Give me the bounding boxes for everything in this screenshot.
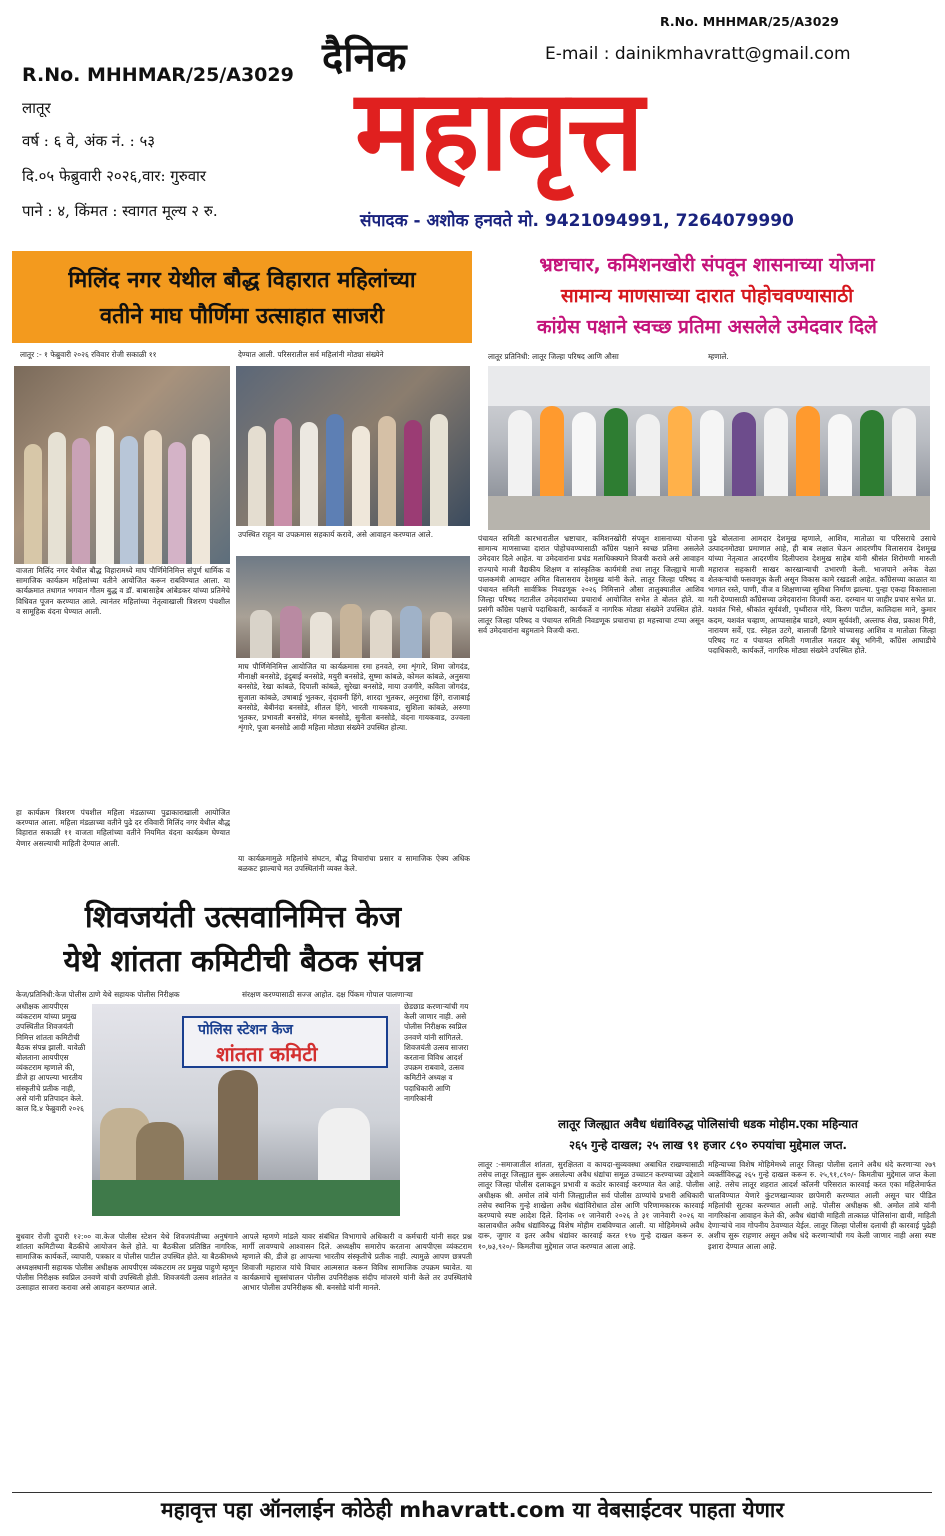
story3-col-left: अधीक्षक आयपीएस व्यंकटराम यांच्या प्रमुख उपस्थितीत शिवजयंती निमित्त शांतता कमिटीची बैठक संपन्न झाली. यावेळी बोलताना आयपीएस व्यंकटराम म्हणाले की, डीजे हा आपल्या भारतीय संस्कृतीचे प्रतीक नाही, असे यांनी प्रतिपादन केले. काल दि.४ फेब्रुवारी २०२६	[16, 1002, 86, 1114]
story4-headline	[480, 1114, 936, 1158]
story3-body-right: आपले म्हणणे मांडले यावर संबंधित विभागाचे अधिकारी व कर्मचारी यांनी सदर प्रश्न मार्गी लावण्याचे आश्वासन दिले. अध्यक्षीय समारोप करताना आयपीएस व्यंकटराम म्हणाले की, डीजे हा आपल्या भारतीय संस्कृतीचे प्रतीक नाही. त्यामुळे आपण छत्रपती शिवाजी महाराज यांचे विचार आत्मसात करून विविध सामाजिक उपक्रम घ्यावेत. या कार्यक्रमाचे सूत्रसंचालन पोलीस उपनिरीक्षक संदीप मांजरमे यांनी केले तर उपस्थितांचे आभार पोलीस उपनिरीक्षक श्री. बनसोडे यांनी मानले.	[242, 1232, 472, 1293]
story2-headline-line2: सामान्य माणसाच्या दारात पोहोचवण्यासाठी	[560, 285, 854, 307]
story2-col2: पुढे बोलताना आमदार देशमुख म्हणाले, आशिव, मातोळा या परिसराचे उसाचे उत्पादनमोठ्या प्रमाणात आहे, ही बाब लक्षात घेऊन आदरणीय विलासराव देशमुख यांच्या नेतृत्वात आदरणीय दिलीपराव देशमुख साहेब यांनी श्रीसंत शिरोमणी मारुती महाराज सहकारी साखर कारखान्याची उभारणी केली. भाजपाने अनेक वेळा शेतकऱ्यांची फसवणूक केली असून विकास कामे रखडली आहेत. काँग्रेसच्या काळात या भागात रस्ते, पाणी, वीज व शिक्षणाच्या सुविधा निर्माण झाल्या. पुन्हा एकदा विकासाला गती देण्यासाठी काँग्रेसच्या उमेदवारांना विजयी करा. दरम्यान या जाहीर प्रचार सभेत प्रा. यशवंत भिसे, श्रीकांत सूर्यवंशी, पृथ्वीराज गोरे, किरण पाटील, कालिदास माने, कुमार कदम, यशवंत चव्हाण, आप्पासाहेब घाडगे, श्याम सूर्यवंशी, अल्ताफ शेख, प्रकाश गिरी, नारायण सर्वे, एड. स्नेहल उटगे, बालाजी ढिगारे यांच्यासह आशिव व मातोळा जिल्हा परिषद गट व पंचायत समिती गणातील मतदार बंधू भगिनी, काँग्रेस आघाडीचे पदाधिकारी, कार्यकर्ते, नागरिक मोठ्या संख्येने उपस्थित होते.	[708, 534, 936, 656]
footer-banner: महावृत्त पहा ऑनलाईन कोठेही mhavratt.com या वेबसाईटवर पाहता येणार	[161, 1498, 784, 1522]
story1-col-b-mid: उपस्थित राहून या उपक्रमास सहकार्य करावे, असे आवाहन करण्यात आले.	[238, 530, 434, 539]
pages-price: पाने : ४, किंमत : स्वागत मूल्य २ रु.	[22, 202, 218, 220]
story4-headline-line2: २६५ गुन्हे दाखल; २५ लाख ९१ हजार ८९० रुपयांचा मुद्देमाल जप्त.	[569, 1138, 847, 1152]
story1-col-a-body: वाजता मिलिंद नगर येथील बौद्ध विहारामध्ये माघ पौर्णिमेनिमित्त संपूर्ण धार्मिक व सामाजिक कार्यक्रम महिलांच्या वतीने आयोजित करून राबविण्यात आला. या कार्यक्रमात तथागत भगवान गौतम बुद्ध व डॉ. बाबासाहेब आंबेडकर यांच्या प्रतिमेचे विधिवत पूजन करण्यात आले. त्यानंतर महिलांच्या नेतृत्वाखाली त्रिशरण पंचशील व सामूहिक वंदना घेण्यात आली.	[16, 566, 230, 616]
story1-headline-line2: वतीने माघ पौर्णिमा उत्साहात साजरी	[99, 304, 385, 329]
story3-lead: केज/प्रतिनिधी:केज पोलीस ठाणे येथे सहायक पोलीस निरीक्षक	[16, 990, 180, 999]
story4-col2: महिन्याच्या विशेष मोहिमेमध्ये लातूर जिल्हा पोलीस दलाने अवैध धंदे करणाऱ्या २७९ व्यक्तींविरुद्ध २६५ गुन्हे दाखल करून रु. २५,९१,८९०/- किमतीचा मुद्देमाल जप्त केला आहे. तसेच लातूर शहरात आदर्श कॉलनी परिसरात कारवाई करत एका महिलेमार्फत चालविण्यात येणारे कुंटणखान्यावर छापेमारी करण्यात आली असून चार पीडित महिलांची सुटका करण्यात आली आहे. पोलीस अधीक्षक श्री. अमोल तांबे यांनी नागरिकांना आवाहन केले की, अवैध धंद्यांची माहिती तात्काळ पोलिसांना द्यावी, माहिती देणाऱ्यांचे नाव गोपनीय ठेवण्यात येईल. लातूर जिल्हा पोलीस दलाची ही कारवाई पुढेही अशीच सुरू राहणार असून अवैध धंदे करणाऱ्यांची गय केली जाणार नाही असा स्पष्ट इशारा देण्यात आला आहे.	[708, 1160, 936, 1251]
story2-lead-a: लातूर प्रतिनिधी: लातूर जिल्हा परिषद आणि औसा	[488, 352, 619, 361]
masthead-title: महावृत्त	[355, 66, 643, 196]
story3-col-mid-top: संरक्षण करण्यासाठी सज्ज आहोत. दक्ष पिंकम गोपाल पालणाऱ्या	[242, 990, 413, 999]
story1-col-b-top: देण्यात आली. परिसरातील सर्व महिलांनी मोठ्या संख्येने	[238, 350, 384, 359]
photo-banner-2: शांतता कमिटी	[216, 1042, 318, 1066]
story3-headline	[12, 896, 474, 986]
registration-left: R.No. MHHMAR/25/A3029	[22, 64, 294, 86]
women-group-photo-1	[14, 366, 230, 564]
volume-info: वर्ष : ६ वे, अंक नं. : ५३	[22, 132, 156, 150]
email: E-mail : dainikmhavratt@gmail.com	[545, 44, 851, 64]
story1-wide-body: हा कार्यक्रम त्रिशरण पंचशील महिला मंडळाच्या पुढाकाराखाली आयोजित करण्यात आला. महिला मंडळाच्या वतीने पुढे दर रविवारी मिलिंद नगर येथील बौद्ध विहारात सकाळी ११ वाजता महिलांच्या वतीने नियमित वंदना कार्यक्रम घेण्यात येणार असल्याची माहिती देण्यात आली.	[16, 808, 230, 848]
story1-headline	[12, 251, 472, 343]
story1-col-a-top: लातूर :- १ फेब्रुवारी २०२६ रविवार रोजी सकाळी ११	[20, 350, 157, 359]
story3-body-left: बुधवार रोजी दुपारी १२:०० वा.केज पोलीस स्टेशन येथे शिवजयंतीच्या अनुषंगाने शांतता कमिटीच्या बैठकीचे आयोजन केले होते. या बैठकीला प्रतिष्ठित नागरिक, सामाजिक कार्यकर्ते, व्यापारी, पत्रकार व पोलीस पाटील उपस्थित होते. या बैठकीमध्ये अध्यक्षस्थानी सहायक पोलीस अधीक्षक आयपीएस व्यंकटराम तर प्रमुख पाहुणे म्हणून पोलीस निरीक्षक स्वप्निल उनवणे यांची उपस्थिती होती. शिवजयंती उत्सव शांततेत व उत्साहात साजरा करावा असे आवाहन करण्यात आले.	[16, 1232, 238, 1293]
story3-headline-line2: येथे शांतता कमिटीची बैठक संपन्न	[63, 944, 423, 979]
daily-label: दैनिक	[322, 35, 407, 81]
story4-headline-line1: लातूर जिल्ह्यात अवैध धंद्यांविरुद्ध पोलिसांची धडक मोहीम.एका महिन्यात	[558, 1117, 858, 1131]
story2-lead-b: म्हणाले.	[708, 352, 729, 361]
police-meeting-photo	[92, 1004, 400, 1216]
footer-rule	[12, 1492, 932, 1493]
story1-col-b-end: या कार्यक्रमामुळे महिलांचे संघटन, बौद्ध विचारांचा प्रसार व सामाजिक ऐक्य अधिक बळकट झाल्याचे मत उपस्थितांनी व्यक्त केले.	[238, 854, 470, 874]
story1-headline-line1: मिलिंद नगर येथील बौद्ध विहारात महिलांच्या	[68, 268, 416, 293]
photo-banner: पोलिस स्टेशन केज	[198, 1022, 293, 1038]
registration-top: R.No. MHHMAR/25/A3029	[660, 14, 839, 29]
congress-rally-photo	[488, 366, 930, 530]
story2-col1: पंचायत समिती कारभारातील भ्रष्टाचार, कमिशनखोरी संपवून शासनाच्या योजना सामान्य माणसाच्या दारात पोहोचवण्यासाठी काँग्रेस पक्षाने स्वच्छ प्रतिमा असलेले उमेदवार दिले आहेत. या उमेदवारांना प्रचंड मताधिक्क्याने विजयी करावे असे आवाहन राज्याचे माजी वैद्यकीय शिक्षण व सांस्कृतिक कार्यमंत्री तथा लातूर जिल्ह्याचे माजी पालकमंत्री आमदार अमित विलासराव देशमुख यांनी केले. लातूर जिल्हा परिषद व पंचायत समिती सार्वत्रिक निवडणूक २०२६ निमित्ताने औसा तालुक्यातील आशिव जिल्हा परिषद गटातील उमेदवारांच्या प्रचारार्थ आयोजित सभेत ते बोलत होते. या प्रसंगी काँग्रेस पक्षाचे पदाधिकारी, कार्यकर्ते व नागरिक मोठ्या संख्येने उपस्थित होते. लातूर जिल्हा परिषद व पंचायत समिती निवडणूक प्रचाराचा हा महत्त्वाचा टप्पा असून सर्व उमेदवारांना बहुमताने विजयी करा.	[478, 534, 704, 635]
editor-line: संपादक - अशोक हनवते मो. 9421094991, 7264079990	[360, 211, 794, 231]
story2-headline	[478, 250, 936, 346]
issue-date: दि.०५ फेब्रुवारी २०२६,वार: गुरुवार	[22, 167, 207, 185]
women-group-photo-2	[236, 366, 470, 526]
story2-headline-line3: कांग्रेस पक्षाने स्वच्छ प्रतिमा असलेले उमेदवार दिले	[537, 316, 877, 338]
women-seated-photo	[236, 556, 470, 658]
story3-headline-line1: शिवजयंती उत्सवानिमित्त केज	[84, 900, 402, 935]
masthead	[0, 0, 945, 240]
city-label: लातूर	[22, 99, 51, 117]
story3-col-right: छेडछाड करणाऱ्यांची गय केली जाणार नाही. असे पोलीस निरीक्षक स्वप्निल उनवणे यांनी सांगितले. शिवजयंती उत्सव साजरा करताना विविध आदर्श उपक्रम राबवावे, उत्सव कमिटीने अध्यक्ष व पदाधिकारी आणि नागरिकांनी	[404, 1002, 469, 1103]
story1-col-b-body: माघ पौर्णिमेनिमित्त आयोजित या कार्यक्रमास रमा हनवते, रमा शृंगारे, शिमा जोगदंड, मीनाक्षी बनसोडे, इंदुबाई बनसोडे, मयुरी बनसोडे, सुष्मा कांबळे, कोमल कांबळे, अनुसया बनसोडे, रेखा कांबळे, दिपाली कांबळे, सुरेखा बनसोडे, माया उजगीरे, कविता जोगदंड, सुजाता कांबळे, उषाबाई भुतकर, वृंदावनी हिंगे, शारदा भुतकर, अनुराधा हिंगे, राजाबाई बनसोडे, बेबीनंदा बनसोडे, शीतल हिंगे, भारती गायकवाड, सुशिला कांबळे, अरुणा भुतकर, प्रभावती बनसोडे, मंगल बनसोडे, सुनीता बनसोडे, वंदना गायकवाड, उज्वला शृंगारे, पूजा बनसोडे आदी महिला मोठ्या संख्येने उपस्थित होत्या.	[238, 662, 470, 733]
story4-col1: लातूर :-समाजातील शांतता, सुरक्षितता व कायदा-सुव्यवस्था अबाधित राखण्यासाठी तसेच लातूर जिल्ह्यात सुरू असलेल्या अवैध धंद्यांचा समूळ उच्चाटन करण्याच्या उद्देशाने लातूर जिल्हा पोलीस दलाकडून प्रभावी व कठोर कारवाई करण्यात येत आहे. पोलीस अधीक्षक श्री. अमोल तांबे यांनी जिल्ह्यातील सर्व पोलीस ठाण्यांचे प्रभारी अधिकारी तसेच स्थानिक गुन्हे शाखेला अवैध धंद्यांविरोधात ठोस आणि परिणामकारक कारवाई करण्याचे स्पष्ट आदेश दिले. दिनांक ०१ जानेवारी २०२६ ते ३१ जानेवारी २०२६ या कालावधीत अवैध धंद्यांविरुद्ध विशेष मोहीम राबविण्यात आली. या मोहिमेमध्ये अवैध दारू, जुगार व इतर अवैध धंद्यांवर कारवाई करत १९७ गुन्हे दाखल करून रु. १०,७३,९२०/- किमतीचा मुद्देमाल जप्त करण्यात आला आहे.	[478, 1160, 704, 1251]
story2-headline-line1: भ्रष्टाचार, कमिशनखोरी संपवून शासनाच्या योजना	[539, 254, 875, 276]
